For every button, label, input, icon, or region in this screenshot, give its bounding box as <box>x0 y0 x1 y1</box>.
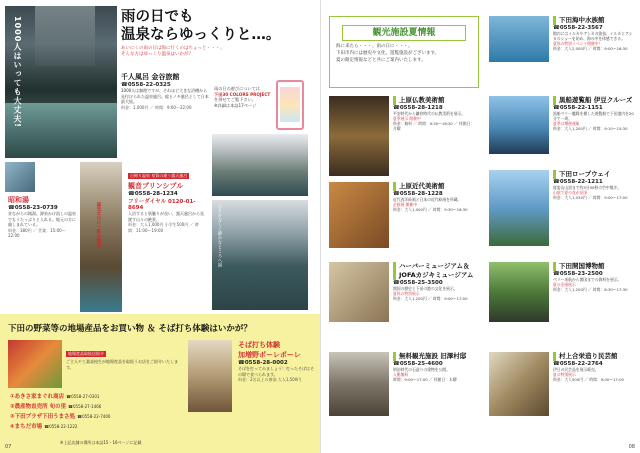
facility-tel: ☎0558-22-1211 <box>553 179 603 185</box>
soba-section <box>238 340 314 383</box>
facility-info: 料金：大人2,000円 ／ 時間：9:00〜16:30 <box>553 46 628 51</box>
facility-info: 料金：大人1,200円 ／ 時間：8:30〜17:30 <box>553 287 628 292</box>
kanaya-section <box>121 72 209 110</box>
facility-name: 黒船遊覧船 伊豆クルーズ <box>553 96 635 105</box>
facility-info: 料金：大人500円 ／ 時間：9:00〜17:00 <box>553 377 624 382</box>
facility-note: 夏季は増便運航 <box>553 121 580 126</box>
facility-tel: ☎0558-22-2764 <box>553 361 603 367</box>
band-footnote: ※上記店舗の場所は本誌15・16ページに記載 <box>60 440 142 445</box>
shop-desc: ご主人や工業高校生が地場産品を取扱うお店をご紹介いたします。 <box>66 359 178 370</box>
kanaya-tel: ☎0558-22-0325 <box>121 82 171 88</box>
facility-note: 夏の企画展示 <box>553 282 576 287</box>
facility-tel: ☎0558-22-3567 <box>553 25 603 31</box>
prince-name: 観音プリンシプル <box>128 182 184 190</box>
prince-info: 料金：大人1,000円 小学生500円 ／ 時間：11:00〜19:00 <box>128 222 199 233</box>
shoyu-info: 料金：380円 ／ 営業：15:00〜22:00 <box>8 227 66 238</box>
right-header-title: 観光施設夏情報 <box>342 25 466 41</box>
prince-desc: 入浴すると肌触りが良い、露天風呂から見渡す山々の絶景。 <box>128 211 204 222</box>
hero-vertical-caption: 1000人はいっても大丈夫! <box>13 16 22 128</box>
shoyu-name: 昭和湯 <box>8 196 29 204</box>
callout-box <box>214 86 276 108</box>
facility-desc: 近代西洋絵画と日本の近代絵画を所蔵。 <box>393 197 462 202</box>
title-line-1: 雨の日でも <box>121 9 194 25</box>
soba-info: 料金：2名以上の参加 大人1,500円 <box>238 377 302 382</box>
left-page-number: 07 <box>5 444 12 450</box>
prince-tel: ☎0558-28-1234 <box>128 191 178 197</box>
callout-highlight: 下田30 COLORS PROJECT <box>214 91 271 97</box>
prince-bath-photo <box>80 162 122 312</box>
sawamura-house-photo <box>329 352 389 416</box>
header-line-2: 下田市内には歴史や文化、遊覧施設がございます。 <box>336 51 440 56</box>
kanaya-name: 千人風呂 金谷旅館 <box>121 73 180 81</box>
right-page-number: 08 <box>628 444 635 450</box>
smartphone-screen <box>280 87 300 122</box>
facility-note: 夏季展示 開催中 <box>393 116 421 121</box>
hero-photo-onsen-bath <box>5 6 117 158</box>
facility-tel: ☎0558-28-1218 <box>393 105 443 111</box>
facility-item-folk-craft <box>553 352 635 382</box>
facility-note: 企画展 開催中 <box>393 202 417 207</box>
vegetables-photo <box>8 340 62 388</box>
facility-item-buddhist-museum <box>393 96 475 131</box>
shop-2-name: ②農産物直売所 旬の里 <box>10 404 67 410</box>
shop-2-tel: ☎0558-27-1466 <box>68 404 102 409</box>
prince-tag: 日帰り温泉 泉質の違う露天風呂 <box>130 173 188 178</box>
right-header-desc <box>336 43 472 64</box>
harbor-museum-photo <box>329 262 389 322</box>
page-subtitle <box>121 46 225 58</box>
facility-desc: 伊豆の民芸品を展示販売。 <box>553 367 599 372</box>
facility-item-aquarium <box>553 16 635 51</box>
soba-title-1: そば打ち体験 <box>238 341 280 349</box>
smartphone-image <box>276 80 304 130</box>
kanaya-info: 料金：1,000円 ／ 時間：9:00〜22:00 <box>121 104 192 110</box>
photo-caption-1: 庭先なのに一軒の銭湯 <box>96 202 101 247</box>
shoyu-tel: ☎0558-23-0739 <box>8 205 58 211</box>
facility-info: 料金：大人1,200円 ／ 時間：9:00〜17:00 <box>393 296 468 301</box>
subtitle-line-1: あいにくの雨の日は海に行くのはちょっと・・・。 <box>121 46 225 51</box>
facility-name: 下田開国博物館 <box>553 262 635 271</box>
right-header-box <box>329 16 479 88</box>
shop-4-tel: ☎0558-22-1222 <box>44 424 78 429</box>
kanaya-desc: 1000人は無理ですが、それほど大きな浴槽から見付けられた温泉風呂。総ヒノキ風呂として日本最大級。 <box>121 88 209 104</box>
title-line-2: 温泉ならゆっくりと…。 <box>121 27 281 43</box>
facility-item-opening-museum <box>553 262 635 292</box>
shoyu-desc: 昔ながらの銭湯。源泉かけ流しの温泉でもうたっぷりと入れる。地元の方に親しまれている。 <box>8 211 76 227</box>
wooden-onsen-photo <box>212 134 308 196</box>
buddha-statue-photo <box>329 96 389 176</box>
shop-3-name: ③下田プラザ下田うまさ処 <box>10 414 76 420</box>
facility-name: 下田ロープウェイ <box>553 170 635 179</box>
facility-name: 村上合栄造り民芸館 <box>553 352 635 361</box>
facility-desc: 館内にはイルカやアシカの演技、イルカとアシカのショーを始め、海の中を体感できる。 <box>553 31 633 41</box>
header-line-1: 海に来たら・・・、雨の日に・・・。 <box>336 44 413 49</box>
facility-desc: 開国の歴史と下田の港の文化を展示。 <box>393 286 458 291</box>
facility-tel: ☎0558-25-3500 <box>393 280 443 286</box>
facility-tel: ☎0558-25-4600 <box>393 361 443 367</box>
facility-item-ropeway <box>553 170 635 200</box>
opening-museum-photo <box>489 262 549 322</box>
outdoor-bath-photo <box>212 200 308 310</box>
facility-desc: 明治時代の石造りの建物を公開。 <box>393 367 450 372</box>
facility-item-harbor-museum <box>393 262 475 301</box>
facility-note: 夏休み特別イベント開催中！ <box>553 41 603 46</box>
soba-title-2: 加増野ポーレポーレ <box>238 351 301 359</box>
facility-name: ハーバーミュージアム＆JOFAカジキミュージアム <box>393 262 475 280</box>
soba-desc: そばを打ってみましょう！打ったそばはその場で食べられます。 <box>238 366 314 377</box>
facility-name: 無料観光施設 旧澤村邸 <box>393 352 475 361</box>
black-ship-photo <box>489 96 549 154</box>
shoyu-section <box>8 195 76 239</box>
facility-tel: ☎0558-28-1228 <box>393 191 443 197</box>
facility-info: 時間：9:00〜17:00 ／ 休館日：水曜 <box>393 377 457 382</box>
shop-1-tel: ☎0558-27-0301 <box>66 394 100 399</box>
ropeway-photo <box>489 170 549 246</box>
aquarium-photo <box>489 16 549 62</box>
shop-1-name: ①あきさ家まぐれ商店 <box>10 394 65 400</box>
hero-photo-window-light <box>35 6 95 66</box>
facility-desc: 黒船ペリー艦隊を模した遊覧船で下田港内を20分で一周。 <box>553 111 634 121</box>
facility-item-sawamura-house <box>393 352 475 382</box>
shop-list <box>10 392 185 432</box>
facility-desc: 寝姿山山頂まで約3分30秒の空中散歩。 <box>553 185 621 190</box>
folk-craft-photo <box>489 352 549 416</box>
callout-text-1: 雨の日の遊びについては <box>214 86 260 91</box>
facility-tel: ☎0558-23-2500 <box>553 271 603 277</box>
facility-note: 夏の特別展示 <box>553 372 576 377</box>
soba-photo <box>188 340 232 412</box>
shop-tag: 地場産品取扱店紹介 <box>68 351 104 356</box>
facility-name: 上原仏教美術館 <box>393 96 475 105</box>
facility-note: 夏休み特別展示 <box>393 291 420 296</box>
facility-info: 料金：大人1,030円 ／ 時間：9:00〜17:00 <box>553 195 628 200</box>
band-title: 下田の野菜等の地場産品をお買い物 ＆ そば打ち体験はいかが？ <box>8 324 252 334</box>
facility-note: 山頂で夏の花が見頃 <box>553 190 588 195</box>
header-line-3: 夏の限定情報などと共にご案内いたします。 <box>336 58 426 63</box>
shop-item-1 <box>10 392 185 402</box>
photo-caption-2: ひとかなしく静かなところへ湯 <box>217 204 222 267</box>
facility-info: 料金：大人1,000円 ／ 時間：9:30〜16:30 <box>393 207 468 212</box>
facility-info: 料金：大人1,200円 ／ 時間：9:10〜15:30 <box>553 126 628 131</box>
facility-item-kurofune <box>553 96 635 131</box>
callout-text-3: ※詳細は本誌17ページ <box>214 102 257 108</box>
facility-tel: ☎0558-22-1151 <box>553 105 603 111</box>
right-page <box>320 0 640 453</box>
facility-desc: 平安時代から鎌倉時代の仏教美術を展示。 <box>393 111 466 116</box>
facility-info: 料金：無料 ／ 時間：9:30〜16:30 ／ 休館日：月曜 <box>393 121 475 131</box>
subtitle-line-2: そんな方はゆっくり温泉はいかが？ <box>121 52 193 57</box>
shop-4-name: ④まちだ市場 <box>10 424 43 430</box>
shop-item-4 <box>10 422 185 432</box>
modern-art-photo <box>329 182 389 248</box>
shoyu-photo <box>5 162 35 192</box>
shop-3-tel: ☎0558-22-7400 <box>77 414 111 419</box>
shop-item-3 <box>10 412 185 422</box>
facility-item-modern-art <box>393 182 475 212</box>
prince-section <box>128 162 206 233</box>
facility-desc: ペリー来航から開国までの資料を展示。 <box>553 277 622 282</box>
soba-tel: ☎0558-28-0002 <box>238 360 288 366</box>
facility-note: 入館無料 <box>393 372 409 377</box>
callout-text-2: を併せてご覧下さい。 <box>214 97 256 102</box>
shop-item-2 <box>10 402 185 412</box>
facility-name: 下田海中水族館 <box>553 16 635 25</box>
prince-tel2: フリーダイヤル 0120-01-8694 <box>128 199 196 211</box>
shop-section <box>66 340 178 370</box>
facility-name: 上原近代美術館 <box>393 182 475 191</box>
page-title <box>121 8 280 44</box>
